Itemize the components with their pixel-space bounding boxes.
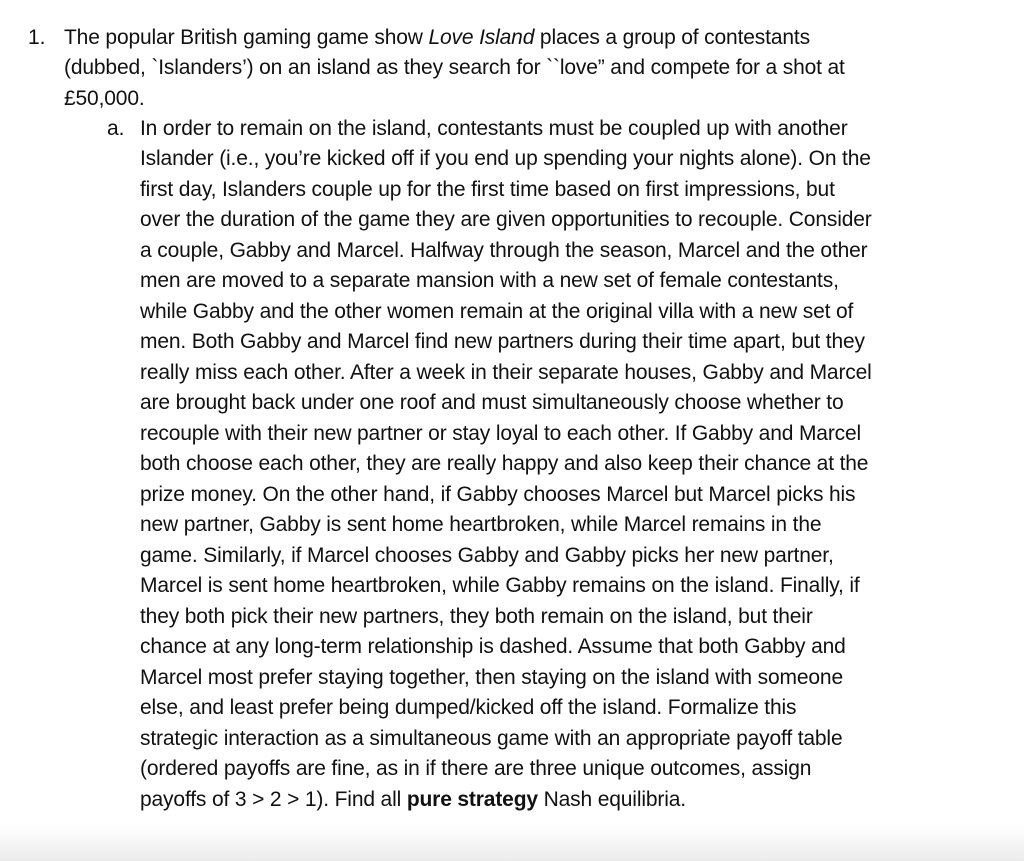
part-a-line: chance at any long-term relationship is dashed. Assume that both Gabby and [140,635,846,658]
intro-line-3: £50,000. [64,87,145,110]
last-line-tail: Nash equilibria. [537,788,686,811]
part-a-line: first day, Islanders couple up for the first time based on first impressions, but [140,178,835,201]
part-a-line: Marcel is sent home heartbroken, while Gabby remains on the island. Finally, if [140,574,860,597]
part-a-letter: a. [107,117,125,140]
part-a-line: men are moved to a separate mansion with a new set of female contestants, [140,269,839,292]
part-a-line: (ordered payoffs are fine, as in if there are three unique outcomes, assign [140,757,812,780]
show-title: Love Island [428,26,535,49]
part-a-line: new partner, Gabby is sent home heartbroken, while Marcel remains in the [140,513,822,536]
part-a-line: they both pick their new partners, they both remain on the island, but their [140,605,813,628]
part-a-line: prize money. On the other hand, if Gabby chooses Marcel but Marcel picks his [140,483,856,506]
part-a-line: really miss each other. After a week in their separate houses, Gabby and Marcel [140,361,872,384]
question-number: 1. [28,26,46,49]
part-a-line: recouple with their new partner or stay loyal to each other. If Gabby and Marcel [140,422,862,445]
intro-line-1 [64,23,810,53]
part-a-line: Marcel most prefer staying together, then staying on the island with someone [140,666,843,689]
part-a-line: strategic interaction as a simultaneous game with an appropriate payoff table [140,727,843,750]
part-a-last-line [140,785,686,815]
part-a-line: else, and least prefer being dumped/kicked off the island. Formalize this [140,696,797,719]
part-a-line: while Gabby and the other women remain at the original villa with a new set of [140,300,854,323]
last-line-text: payoffs of 3 > 2 > 1). Find all [140,788,407,811]
part-a-line: a couple, Gabby and Marcel. Halfway through the season, Marcel and the other [140,239,868,262]
pure-strategy-emphasis: pure strategy [406,788,538,811]
part-a-line: In order to remain on the island, contestants must be coupled up with another [140,117,848,140]
page-bottom-edge [0,826,1024,861]
part-a-line: over the duration of the game they are given opportunities to recouple. Consider [140,208,872,231]
intro-line-2: (dubbed, `Islanders’) on an island as they search for ``love” and compete for a shot at [64,56,845,79]
intro-line-1-tail: places a group of contestants [534,26,810,49]
part-a-line: Islander (i.e., you’re kicked off if you end up spending your nights alone). On the [140,147,871,170]
intro-line-1-text: The popular British gaming game show [64,26,429,49]
part-a-line: men. Both Gabby and Marcel find new partners during their time apart, but they [140,330,865,353]
part-a-line: game. Similarly, if Marcel chooses Gabby and Gabby picks her new partner, [140,544,834,567]
part-a-line: both choose each other, they are really happy and also keep their chance at the [140,452,869,475]
part-a-line: are brought back under one roof and must simultaneously choose whether to [140,391,844,414]
